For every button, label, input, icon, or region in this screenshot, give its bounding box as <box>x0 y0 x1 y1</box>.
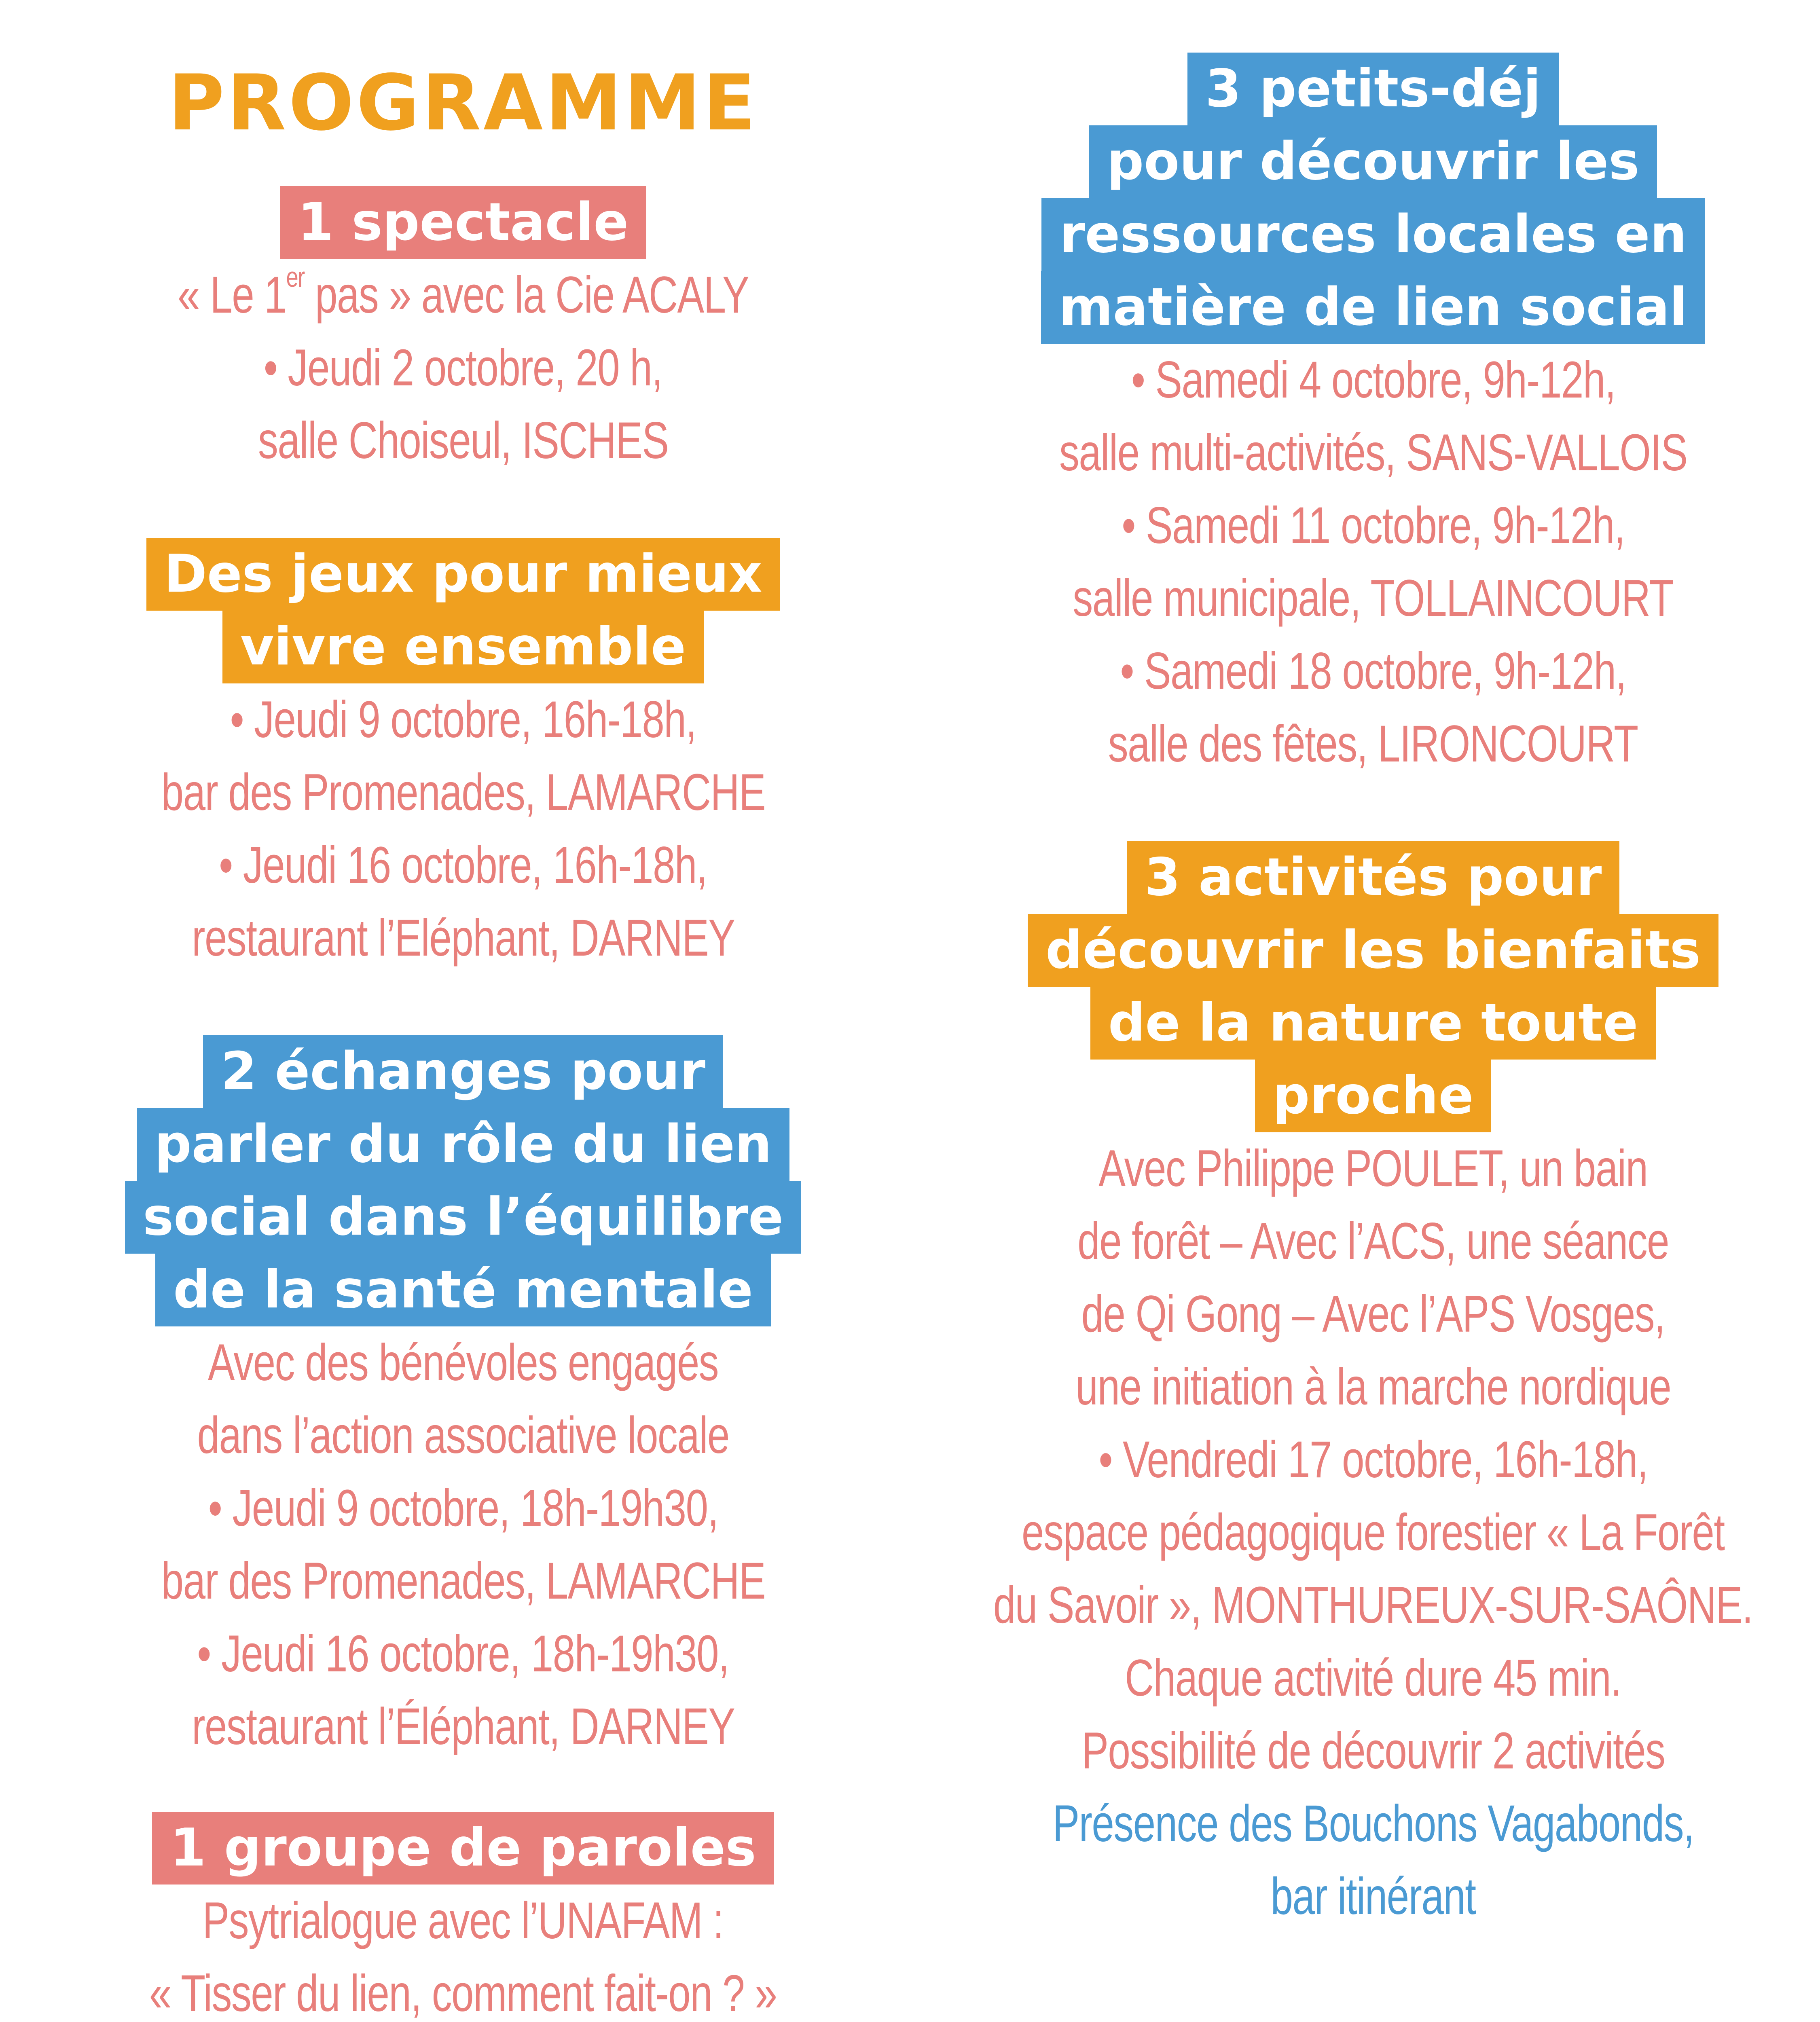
body-line: • Jeudi 9 octobre, 18h-19h30, <box>208 1479 718 1537</box>
heading-spectacle <box>280 186 646 259</box>
body-line: • Samedi 4 octobre, 9h-12h, <box>1131 351 1615 409</box>
echanges-details <box>76 1326 851 1763</box>
groupe-details <box>0 1885 931 2022</box>
jeux-details <box>76 683 851 975</box>
body-line: restaurant l’Eléphant, DARNEY <box>191 909 735 967</box>
petits-dej-details <box>971 344 1776 780</box>
heading-line: de la nature toute <box>1090 987 1656 1060</box>
page-title: PROGRAMME <box>168 58 758 148</box>
right-column <box>926 0 1820 2022</box>
body-line: salle multi-activités, SANS-VALLOIS <box>1059 424 1687 482</box>
body-line: dans l’action associative locale <box>197 1407 729 1464</box>
heading-line: pour découvrir les <box>1089 125 1657 198</box>
heading-jeux <box>146 538 780 683</box>
heading-line: social dans l’équilibre <box>125 1181 801 1254</box>
heading-line: matière de lien social <box>1041 271 1705 344</box>
heading-line: 1 spectacle <box>280 186 646 259</box>
body-line: Possibilité de découvrir 2 activités <box>1081 1722 1665 1780</box>
heading-petits-dej <box>1041 53 1705 344</box>
body-line: salle des fêtes, LIRONCOURT <box>1108 715 1638 773</box>
body-line: salle Choiseul, ISCHES <box>258 412 669 470</box>
body-line: • Samedi 18 octobre, 9h-12h, <box>1120 642 1626 700</box>
heading-line: 3 activités pour <box>1127 841 1620 914</box>
body-line: • Jeudi 2 octobre, 20 h, <box>264 339 662 397</box>
heading-echanges <box>125 1035 801 1326</box>
heading-line: de la santé mentale <box>155 1254 771 1326</box>
heading-activites <box>1028 841 1718 1132</box>
heading-line: 2 échanges pour <box>203 1035 723 1108</box>
body-line: salle municipale, TOLLAINCOURT <box>1073 569 1674 627</box>
body-line: bar des Promenades, LAMARCHE <box>161 764 765 821</box>
heading-line: découvrir les bienfaits <box>1028 914 1718 987</box>
activites-details <box>886 1132 1820 1933</box>
bar-info-line: Présence des Bouchons Vagabonds, <box>1052 1795 1694 1853</box>
body-line: restaurant l’Éléphant, DARNEY <box>191 1698 735 1756</box>
body-line: • Vendredi 17 octobre, 16h-18h, <box>1098 1431 1648 1489</box>
heading-line: proche <box>1255 1060 1492 1132</box>
body-line: du Savoir », MONTHUREUX-SUR-SAÔNE. <box>993 1576 1753 1634</box>
body-line: Avec Philippe POULET, un bain <box>1098 1140 1648 1197</box>
heading-line: Des jeux pour mieux <box>146 538 780 611</box>
spectacle-details <box>97 259 829 477</box>
body-line: « Tisser du lien, comment fait-on ? » <box>149 1965 777 2022</box>
heading-line: parler du rôle du lien <box>137 1108 789 1181</box>
heading-line: ressources locales en <box>1041 198 1704 271</box>
body-line: espace pédagogique forestier « La Forêt <box>1022 1504 1725 1561</box>
body-line: • Samedi 11 octobre, 9h-12h, <box>1122 497 1625 554</box>
spectacle-title-line: « Le 1er pas » avec la Cie ACALY <box>177 261 749 324</box>
body-line: Chaque activité dure 45 min. <box>1125 1649 1621 1707</box>
heading-line: vivre ensemble <box>222 611 704 683</box>
body-line: • Jeudi 16 octobre, 16h-18h, <box>219 836 707 894</box>
body-line: bar des Promenades, LAMARCHE <box>161 1552 765 1610</box>
body-line: Avec des bénévoles engagés <box>207 1334 719 1392</box>
body-line: Psytrialogue avec l’UNAFAM : <box>203 1892 724 1950</box>
body-line: de forêt – Avec l’ACS, une séance <box>1077 1212 1669 1270</box>
heading-line: 3 petits-déj <box>1187 53 1559 125</box>
body-line: une initiation à la marche nordique <box>1075 1358 1671 1416</box>
heading-line: 1 groupe de paroles <box>152 1812 774 1885</box>
heading-groupe <box>152 1812 774 1885</box>
bar-info-line: bar itinérant <box>1270 1868 1476 1925</box>
body-line: de Qi Gong – Avec l’APS Vosges, <box>1081 1285 1665 1343</box>
body-line: • Jeudi 9 octobre, 16h-18h, <box>230 691 696 749</box>
body-line: • Jeudi 16 octobre, 18h-19h30, <box>197 1625 729 1683</box>
